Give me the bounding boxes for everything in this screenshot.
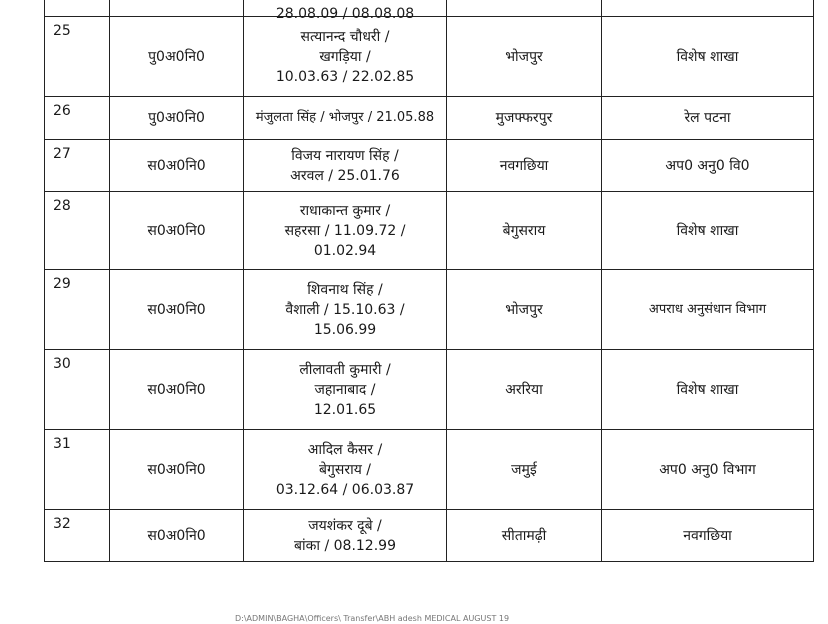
cell-serial: 32 <box>45 510 110 562</box>
name-line: 15.06.99 <box>313 321 377 338</box>
cell-current-posting: बेगुसराय <box>447 192 602 270</box>
cell-rank: स0अ0नि0 <box>110 430 244 510</box>
name-line: बांका / 08.12.99 <box>294 537 396 554</box>
cell-rank <box>110 0 244 17</box>
table-row <box>45 17 814 97</box>
table-row <box>45 270 814 350</box>
name-line: शिवनाथ सिंह / <box>307 281 383 298</box>
cell-name-details <box>244 0 447 22</box>
name-line: 01.02.94 <box>313 242 377 259</box>
cell-rank: स0अ0नि0 <box>110 270 244 350</box>
table-row <box>45 140 814 192</box>
cell-rank: स0अ0नि0 <box>110 192 244 270</box>
cell-serial: 30 <box>45 350 110 430</box>
cell-current-posting: भोजपुर <box>447 270 602 350</box>
table-row <box>45 510 814 562</box>
table-row <box>45 350 814 430</box>
cell-serial: 29 <box>45 270 110 350</box>
cell-destination: रेल पटना <box>602 97 814 140</box>
name-line: 10.03.63 / 22.02.85 <box>275 68 415 85</box>
cell-name-details <box>244 350 447 430</box>
table-row <box>45 430 814 510</box>
transfer-table <box>44 0 814 562</box>
cell-rank: पु0अ0नि0 <box>110 17 244 97</box>
name-line: राधाकान्त कुमार / <box>299 202 391 219</box>
name-line: अरवल / 25.01.76 <box>290 167 400 184</box>
cell-destination: नवगछिया <box>602 510 814 562</box>
cell-current-posting <box>447 0 602 17</box>
cell-destination: अप0 अनु0 विभाग <box>602 430 814 510</box>
cell-name-details <box>244 510 447 562</box>
cell-serial <box>45 0 110 17</box>
cell-rank: स0अ0नि0 <box>110 140 244 192</box>
name-line: खगड़िया / <box>319 48 371 65</box>
name-line: वैशाली / 15.10.63 / <box>285 301 405 318</box>
cell-destination <box>602 0 814 17</box>
cell-serial: 28 <box>45 192 110 270</box>
cell-name-details <box>244 97 447 140</box>
cell-serial: 26 <box>45 97 110 140</box>
cell-destination: अपराध अनुसंधान विभाग <box>602 270 814 350</box>
table-row <box>45 192 814 270</box>
name-line: लीलावती कुमारी / <box>299 361 391 378</box>
cell-destination: विशेष शाखा <box>602 192 814 270</box>
table-row <box>45 0 814 17</box>
name-line: 28.08.09 / 08.08.08 <box>275 6 415 22</box>
cell-serial: 31 <box>45 430 110 510</box>
cell-current-posting: मुजफ्फरपुर <box>447 97 602 140</box>
cell-current-posting: जमुई <box>447 430 602 510</box>
cell-name-details <box>244 430 447 510</box>
name-line: सहरसा / 11.09.72 / <box>284 222 406 239</box>
name-line: जयशंकर दूबे / <box>308 517 382 534</box>
cell-current-posting: अररिया <box>447 350 602 430</box>
name-line: सत्यानन्द चौधरी / <box>300 28 390 45</box>
cell-current-posting: नवगछिया <box>447 140 602 192</box>
name-line: जहानाबाद / <box>314 381 376 398</box>
cell-serial: 25 <box>45 17 110 97</box>
cell-rank: स0अ0नि0 <box>110 350 244 430</box>
name-line: बेगुसराय / <box>319 461 371 478</box>
name-line: आदिल कैसर / <box>307 441 383 458</box>
cell-current-posting: भोजपुर <box>447 17 602 97</box>
cell-serial: 27 <box>45 140 110 192</box>
name-line: विजय नारायण सिंह / <box>291 147 399 164</box>
cell-name-details <box>244 192 447 270</box>
footer-file-path: D:\ADMIN\BAGHA\Officers\ Transfer\ABH adesh MEDICAL AUGUST 19 <box>235 614 510 623</box>
name-line: 03.12.64 / 06.03.87 <box>275 481 415 498</box>
cell-rank: स0अ0नि0 <box>110 510 244 562</box>
cell-destination: अप0 अनु0 वि0 <box>602 140 814 192</box>
table-row <box>45 97 814 140</box>
cell-name-details <box>244 270 447 350</box>
cell-name-details <box>244 17 447 97</box>
cell-name-details <box>244 140 447 192</box>
name-line: 12.01.65 <box>313 401 377 418</box>
cell-current-posting: सीतामढ़ी <box>447 510 602 562</box>
cell-rank: पु0अ0नि0 <box>110 97 244 140</box>
name-line: मंजुलता सिंह / भोजपुर / 21.05.88 <box>255 110 435 125</box>
cell-destination: विशेष शाखा <box>602 350 814 430</box>
cell-destination: विशेष शाखा <box>602 17 814 97</box>
